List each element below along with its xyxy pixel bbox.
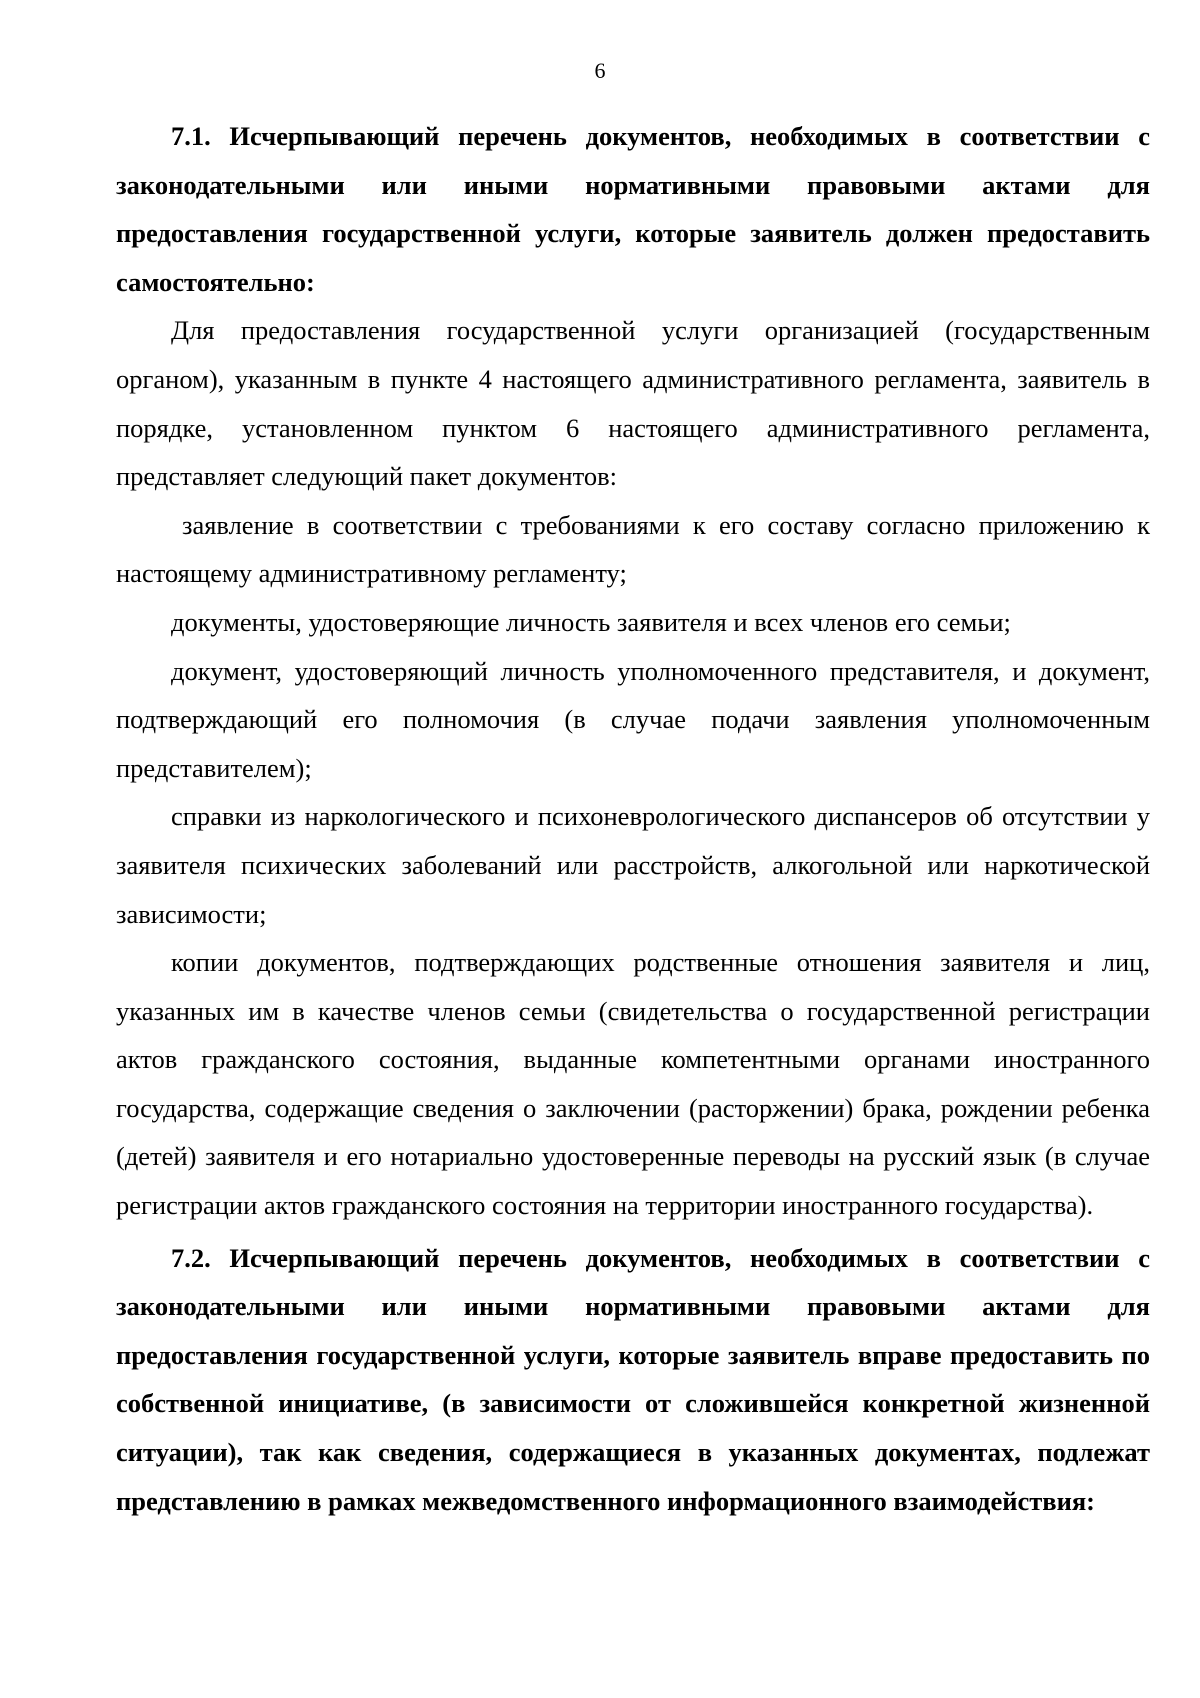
list-item-application: заявление в соответствии с требованиями к его составу согласно приложению к настоящему административному регламенту; <box>116 509 1150 589</box>
page-number: 6 <box>594 58 606 83</box>
list-item-identity-documents: документы, удостоверяющие личность заявителя и всех членов его семьи; <box>171 606 1011 637</box>
intro-paragraph: Для предоставления государственной услуги организацией (государственным органом), указанным в пункте 4 настоящего административного регламента, заявитель в порядке, установленном пунктом 6 настоящего административного регламента, представляет следующий пакет документов: <box>116 315 1150 492</box>
list-item-representative-document: документ, удостоверяющий личность уполномоченного представителя, и документ, подтверждающий его полномочия (в случае подачи заявления уполномоченным представителем); <box>116 655 1150 783</box>
section-7-1-heading: 7.1. Исчерпывающий перечень документов, необходимых в соответствии с законодательными или иными нормативными правовыми актами для предоставления государственной услуги, которые заявитель должен предоставить самостоятельно: <box>116 121 1150 297</box>
list-item-medical-certificates: справки из наркологического и психоневрологического диспансеров об отсутствии у заявителя психических заболеваний или расстройств, алкогольной или наркотической зависимости; <box>116 801 1150 929</box>
section-7-2-heading: 7.2. Исчерпывающий перечень документов, необходимых в соответствии с законодательными или иными нормативными правовыми актами для предоставления государственной услуги, которые заявитель вправе предоставить по собственной инициативе, (в зависимости от сложившейся конкретной жизненной ситуации), так как сведения, содержащиеся в указанных документах, подлежат представлению в рамках межведомственного информационного взаимодействия: <box>116 1242 1150 1516</box>
list-item-kinship-documents: копии документов, подтверждающих родственные отношения заявителя и лиц, указанных им в качестве членов семьи (свидетельства о государственной регистрации актов гражданского состояния, выданные компетентными органами иностранного государства, содержащие сведения о заключении (расторжении) брака, рождении ребенка (детей) заявителя и его нотариально удостоверенные переводы на русский язык (в случае регистрации актов гражданского состояния на территории иностранного государства). <box>116 947 1150 1221</box>
document-body <box>116 112 1150 1525</box>
